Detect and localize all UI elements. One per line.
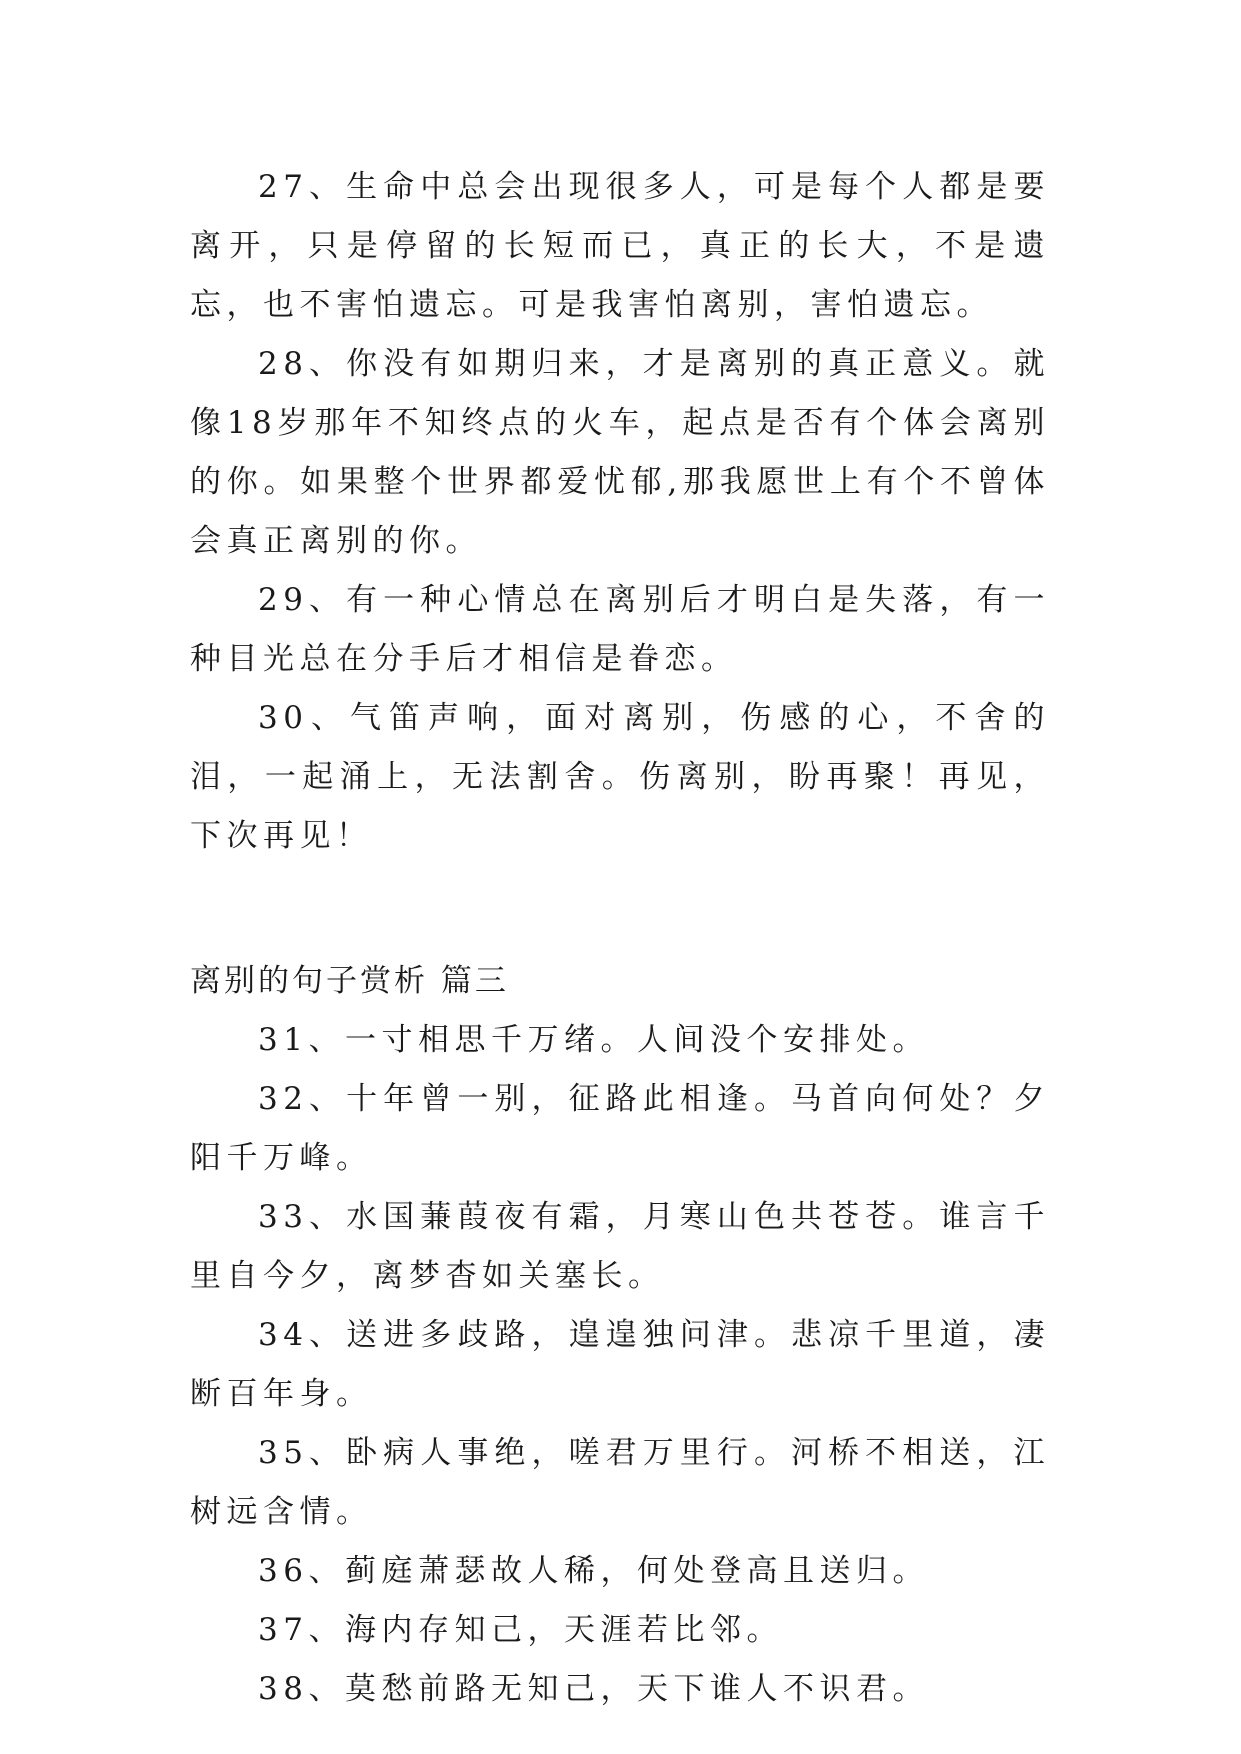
paragraph-35: 35、卧病人事绝，嗟君万里行。河桥不相送，江树远含情。: [190, 1435, 1050, 1530]
paragraph-28: 28、你没有如期归来，才是离别的真正意义。就像18岁那年不知终点的火车，起点是否有个体会离别的你。如果整个世界都爱忧郁,那我愿世上有个不曾体会真正离别的你。: [190, 346, 1050, 559]
paragraph-29: 29、有一种心情总在离别后才明白是失落，有一种目光总在分手后才相信是眷恋。: [190, 582, 1050, 677]
paragraph-37: 37、海内存知己，天涯若比邻。: [258, 1612, 783, 1648]
paragraph-38: 38、莫愁前路无知己，天下谁人不识君。: [258, 1671, 929, 1707]
paragraph-27: 27、生命中总会出现很多人，可是每个人都是要离开，只是停留的长短而已，真正的长大，不是遗忘，也不害怕遗忘。可是我害怕离别，害怕遗忘。: [190, 169, 1050, 323]
paragraph-30: 30、气笛声响，面对离别，伤感的心，不舍的泪，一起涌上，无法割舍。伤离别，盼再聚！再见，下次再见！: [190, 700, 1050, 854]
paragraph-33: 33、水国蒹葭夜有霜，月寒山色共苍苍。谁言千里自今夕，离梦杳如关塞长。: [190, 1199, 1050, 1294]
paragraph-31: 31、一寸相思千万绪。人间没个安排处。: [258, 1022, 929, 1058]
paragraph-32: 32、十年曾一别，征路此相逢。马首向何处？夕阳千万峰。: [190, 1081, 1050, 1176]
paragraph-34: 34、送进多歧路，遑遑独问津。悲凉千里道，凄断百年身。: [190, 1317, 1050, 1412]
paragraph-36: 36、蓟庭萧瑟故人稀，何处登高且送归。: [258, 1553, 929, 1589]
document-body: [190, 158, 1050, 1719]
section-heading: 离别的句子赏析 篇三: [190, 963, 509, 999]
